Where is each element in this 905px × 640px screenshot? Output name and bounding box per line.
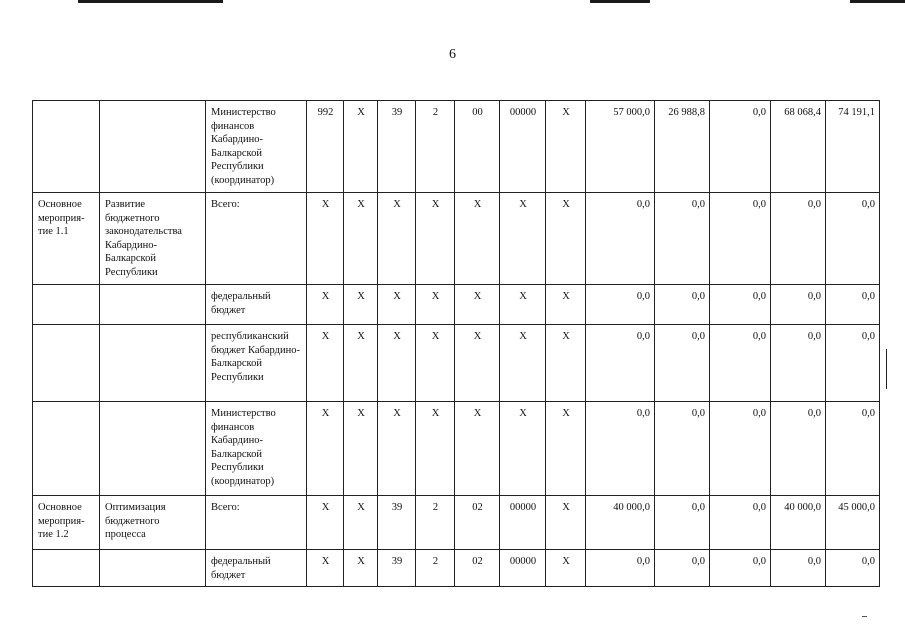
value-cell: 0,0 xyxy=(710,101,771,193)
value-cell: 40 000,0 xyxy=(771,496,826,550)
code-cell: X xyxy=(455,193,500,285)
value-cell: 0,0 xyxy=(655,402,710,496)
scan-mark xyxy=(850,0,905,3)
code-cell: 00000 xyxy=(500,550,546,587)
code-cell: X xyxy=(307,550,344,587)
value-cell: 0,0 xyxy=(710,285,771,325)
code-cell: X xyxy=(344,193,378,285)
source-cell: Всего: xyxy=(206,193,307,285)
measure-cell: Основное мероприя-тие 1.2 xyxy=(33,496,100,550)
value-cell: 0,0 xyxy=(655,496,710,550)
value-cell: 0,0 xyxy=(771,193,826,285)
value-cell: 0,0 xyxy=(771,402,826,496)
code-cell: X xyxy=(307,496,344,550)
code-cell: X xyxy=(500,193,546,285)
table-row xyxy=(33,402,880,496)
code-cell: X xyxy=(344,101,378,193)
value-cell: 0,0 xyxy=(655,325,710,402)
code-cell: X xyxy=(344,550,378,587)
measure-name-cell xyxy=(100,325,206,402)
scan-speck xyxy=(862,616,867,617)
code-cell: X xyxy=(344,325,378,402)
measure-cell: Основное мероприя-тие 1.1 xyxy=(33,193,100,285)
code-cell: 992 xyxy=(307,101,344,193)
code-cell: 00000 xyxy=(500,101,546,193)
table-row xyxy=(33,325,880,402)
code-cell: X xyxy=(546,402,586,496)
scan-mark xyxy=(590,0,650,3)
code-cell: X xyxy=(455,325,500,402)
value-cell: 45 000,0 xyxy=(826,496,880,550)
measure-cell xyxy=(33,325,100,402)
table-row xyxy=(33,101,880,193)
code-cell: X xyxy=(378,325,416,402)
code-cell: X xyxy=(416,325,455,402)
code-cell: X xyxy=(378,193,416,285)
value-cell: 68 068,4 xyxy=(771,101,826,193)
source-cell: Всего: xyxy=(206,496,307,550)
measure-cell xyxy=(33,285,100,325)
code-cell: X xyxy=(416,193,455,285)
measure-name-cell xyxy=(100,101,206,193)
page-number: 6 xyxy=(449,47,456,62)
measure-name-cell xyxy=(100,550,206,587)
measure-name-cell xyxy=(100,285,206,325)
code-cell: X xyxy=(344,285,378,325)
measure-cell xyxy=(33,101,100,193)
value-cell: 57 000,0 xyxy=(586,101,655,193)
code-cell: X xyxy=(546,325,586,402)
value-cell: 0,0 xyxy=(710,325,771,402)
value-cell: 74 191,1 xyxy=(826,101,880,193)
code-cell: X xyxy=(546,193,586,285)
value-cell: 0,0 xyxy=(655,550,710,587)
value-cell: 0,0 xyxy=(586,550,655,587)
source-cell: федеральный бюджет xyxy=(206,550,307,587)
code-cell: X xyxy=(546,101,586,193)
value-cell: 0,0 xyxy=(655,193,710,285)
value-cell: 0,0 xyxy=(826,550,880,587)
table-row xyxy=(33,496,880,550)
code-cell: 2 xyxy=(416,550,455,587)
code-cell: X xyxy=(546,550,586,587)
code-cell: 2 xyxy=(416,496,455,550)
value-cell: 0,0 xyxy=(710,550,771,587)
code-cell: X xyxy=(500,325,546,402)
code-cell: X xyxy=(500,285,546,325)
value-cell: 0,0 xyxy=(586,285,655,325)
code-cell: 02 xyxy=(455,550,500,587)
value-cell: 0,0 xyxy=(826,193,880,285)
code-cell: X xyxy=(416,402,455,496)
value-cell: 0,0 xyxy=(586,325,655,402)
code-cell: X xyxy=(307,193,344,285)
value-cell: 0,0 xyxy=(826,325,880,402)
code-cell: X xyxy=(344,402,378,496)
code-cell: 39 xyxy=(378,101,416,193)
right-edge-line xyxy=(886,349,887,389)
code-cell: X xyxy=(455,402,500,496)
value-cell: 0,0 xyxy=(826,402,880,496)
value-cell: 0,0 xyxy=(655,285,710,325)
measure-name-cell xyxy=(100,402,206,496)
code-cell: 02 xyxy=(455,496,500,550)
source-cell: Министерство финансов Кабардино-Балкарской Республики (координатор) xyxy=(206,402,307,496)
value-cell: 26 988,8 xyxy=(655,101,710,193)
code-cell: X xyxy=(378,402,416,496)
code-cell: 39 xyxy=(378,550,416,587)
source-cell: федеральный бюджет xyxy=(206,285,307,325)
code-cell: X xyxy=(307,325,344,402)
measure-name-cell: Развитие бюджетного законодательства Кабардино-Балкарской Республики xyxy=(100,193,206,285)
code-cell: X xyxy=(546,285,586,325)
code-cell: X xyxy=(344,496,378,550)
code-cell: X xyxy=(500,402,546,496)
code-cell: X xyxy=(307,402,344,496)
code-cell: X xyxy=(455,285,500,325)
measure-cell xyxy=(33,402,100,496)
value-cell: 0,0 xyxy=(771,285,826,325)
table-row xyxy=(33,550,880,587)
source-cell: Министерство финансов Кабардино-Балкарской Республики (координатор) xyxy=(206,101,307,193)
code-cell: 00000 xyxy=(500,496,546,550)
code-cell: 39 xyxy=(378,496,416,550)
value-cell: 0,0 xyxy=(586,193,655,285)
scan-mark xyxy=(78,0,223,3)
value-cell: 0,0 xyxy=(586,402,655,496)
value-cell: 0,0 xyxy=(771,550,826,587)
code-cell: X xyxy=(546,496,586,550)
value-cell: 0,0 xyxy=(771,325,826,402)
value-cell: 0,0 xyxy=(710,193,771,285)
measure-name-cell: Оптимизация бюджетного процесса xyxy=(100,496,206,550)
code-cell: X xyxy=(307,285,344,325)
code-cell: X xyxy=(378,285,416,325)
value-cell: 40 000,0 xyxy=(586,496,655,550)
value-cell: 0,0 xyxy=(710,402,771,496)
table-row xyxy=(33,193,880,285)
value-cell: 0,0 xyxy=(710,496,771,550)
budget-table xyxy=(32,100,880,587)
code-cell: 00 xyxy=(455,101,500,193)
measure-cell xyxy=(33,550,100,587)
source-cell: республиканский бюджет Кабардино-Балкарской Республики xyxy=(206,325,307,402)
value-cell: 0,0 xyxy=(826,285,880,325)
table-row xyxy=(33,285,880,325)
code-cell: X xyxy=(416,285,455,325)
code-cell: 2 xyxy=(416,101,455,193)
